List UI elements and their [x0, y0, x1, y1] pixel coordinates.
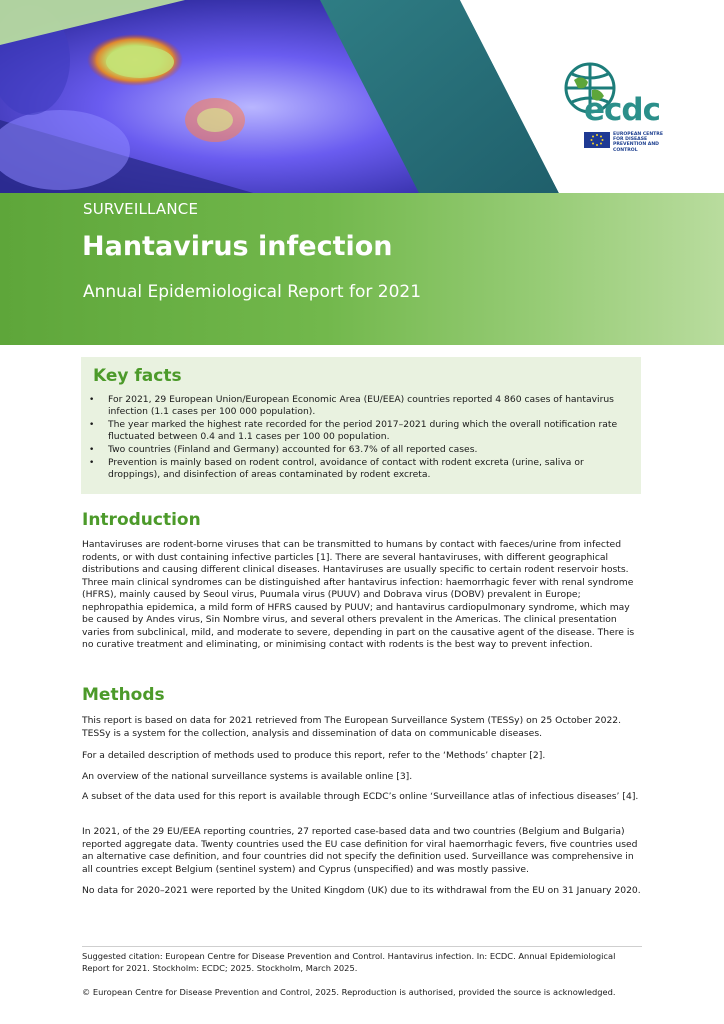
- ecdc-logo: [560, 60, 678, 152]
- header-image: [0, 0, 724, 195]
- methods-paragraph: In 2021, of the 29 EU/EEA reporting countries, 27 reported case-based data and two countries (Belgium and Bulgaria) reported aggregate data. Twenty countries used the EU case definition for viral haemorrhagic fevers, five countries used an alternative case definition, and four countries did not specify the definition used. Surveillance was comprehensive in all countries except Belgium (sentinel system) and Cyprus (unspecified) and was mostly passive.: [82, 826, 638, 875]
- title-band: [0, 193, 724, 345]
- key-facts-list: [81, 394, 633, 482]
- methods-paragraph: An overview of the national surveillance systems is available online [3].: [82, 771, 413, 782]
- key-facts-box: [81, 357, 641, 494]
- list-item: • Prevention is mainly based on rodent control, avoidance of contact with rodent excreta (urine, saliva or droppings), and disinfection of areas contaminated by rodent excreta.: [81, 457, 633, 481]
- copyright-notice: © European Centre for Disease Prevention and Control, 2025. Reproduction is authorised, provided the source is acknowledged.: [82, 987, 616, 997]
- page-title: Hantavirus infection: [82, 231, 393, 262]
- logo-caption: EUROPEAN CENTRE FOR DISEASE PREVENTION AND CONTROL: [613, 132, 663, 153]
- page-subtitle: Annual Epidemiological Report for 2021: [83, 282, 422, 302]
- eu-flag-icon: [584, 132, 610, 148]
- section-label: SURVEILLANCE: [83, 200, 199, 218]
- list-item: • Two countries (Finland and Germany) accounted for 63.7% of all reported cases.: [81, 444, 633, 456]
- key-facts-heading: Key facts: [93, 366, 182, 386]
- methods-paragraph: A subset of the data used for this report is available through ECDC’s online ‘Surveillance atlas of infectious diseases’ [4].: [82, 791, 639, 802]
- list-item: • For 2021, 29 European Union/European Economic Area (EU/EEA) countries reported 4 860 cases of hantavirus infection (1.1 cases per 100 000 population).: [81, 394, 633, 418]
- methods-heading: Methods: [82, 685, 165, 705]
- list-item: • The year marked the highest rate recorded for the period 2017–2021 during which the overall notification rate fluctuated between 0.4 and 1.1 cases per 100 00 population.: [81, 419, 633, 443]
- suggested-citation: Suggested citation: European Centre for Disease Prevention and Control. Hantavirus infection. In: ECDC. Annual Epidemiological Report for 2021. Stockholm: ECDC; 2025. Stockholm, March 2025.: [82, 951, 616, 973]
- introduction-heading: Introduction: [82, 510, 201, 530]
- footer-divider: [82, 946, 642, 947]
- methods-paragraph: No data for 2020–2021 were reported by the United Kingdom (UK) due to its withdrawal from the EU on 31 January 2020.: [82, 885, 641, 896]
- methods-paragraph: For a detailed description of methods used to produce this report, refer to the ‘Methods’ chapter [2].: [82, 750, 546, 761]
- methods-paragraph: This report is based on data for 2021 retrieved from The European Surveillance System (TESSy) on 25 October 2022. TESSy is a system for the collection, analysis and dissemination of data on communicable diseases.: [82, 715, 622, 739]
- introduction-paragraph: Hantaviruses are rodent-borne viruses that can be transmitted to humans by contact with faeces/urine from infected rodents, or with dust containing infective particles [1]. There are several hantaviruses, with different geographical distributions and causing different clinical diseases. Hantaviruses are usually specific to certain rodent reservoir hosts. Three main clinical syndromes can be distinguished after hantavirus infection: haemorrhagic fever with renal syndrome (HFRS), mainly caused by Seoul virus, Puumala virus (PUUV) and Dobrava virus (DOBV) prevalent in Europe; nephropathia epidemica, a mild form of HFRS caused by PUUV; and hantavirus cardiopulmonary syndrome, which may be caused by Andes virus, Sin Nombre virus, and several others prevalent in the Americas. The clinical presentation varies from subclinical, mild, and moderate to severe, depending in part on the causative agent of the disease. There is no curative treatment and eliminating, or minimising contact with rodents is the best way to prevent infection.: [82, 539, 635, 650]
- logo-wordmark: ecdc: [584, 92, 660, 128]
